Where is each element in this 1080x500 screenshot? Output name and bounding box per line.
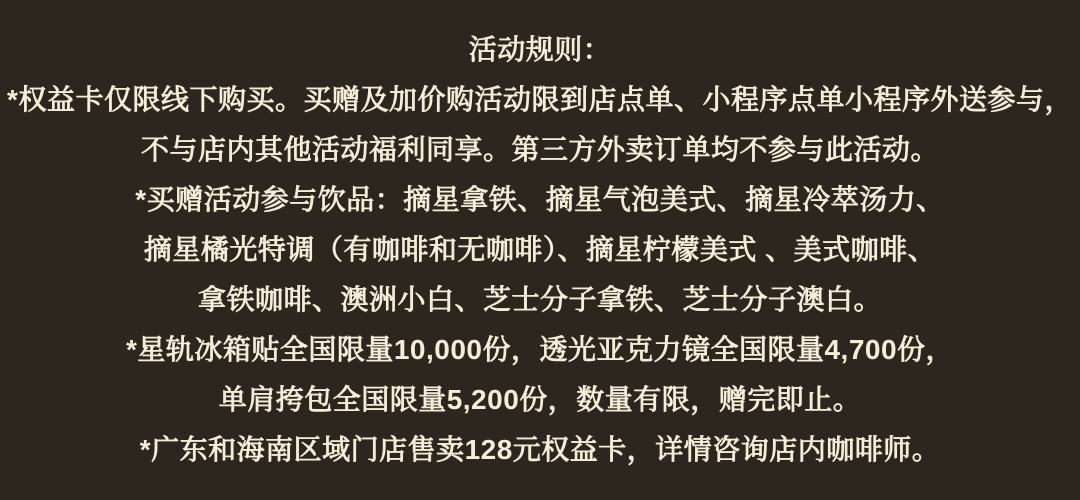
rule-line-exclusions: 不与店内其他活动福利同享。第三方外卖订单均不参与此活动。 [140, 134, 939, 165]
rule-line-purchase-channels: *权益卡仅限线下购买。买赠及加价购活动限到店点单、小程序点单小程序外送参与， [7, 84, 1073, 115]
rule-line-region-price: *广东和海南区域门店售卖128元权益卡，详情咨询店内咖啡师。 [139, 434, 941, 465]
rule-line-gift-limits-2: 单肩挎包全国限量5,200份，数量有限，赠完即止。 [218, 384, 862, 415]
rule-line-drinks-2: 摘星橘光特调（有咖啡和无咖啡）、摘星柠檬美式 、美式咖啡、 [143, 234, 937, 265]
rule-line-drinks-1: *买赠活动参与饮品：摘星拿铁、摘星气泡美式、摘星冷萃汤力、 [135, 184, 945, 215]
rule-line-gift-limits-1: *星轨冰箱贴全国限量10,000份，透光亚克力镜全国限量4,700份， [125, 334, 955, 365]
rules-title: 活动规则： [468, 34, 612, 65]
rule-line-drinks-3: 拿铁咖啡、澳洲小白、芝士分子拿铁、芝士分子澳白。 [197, 284, 882, 315]
